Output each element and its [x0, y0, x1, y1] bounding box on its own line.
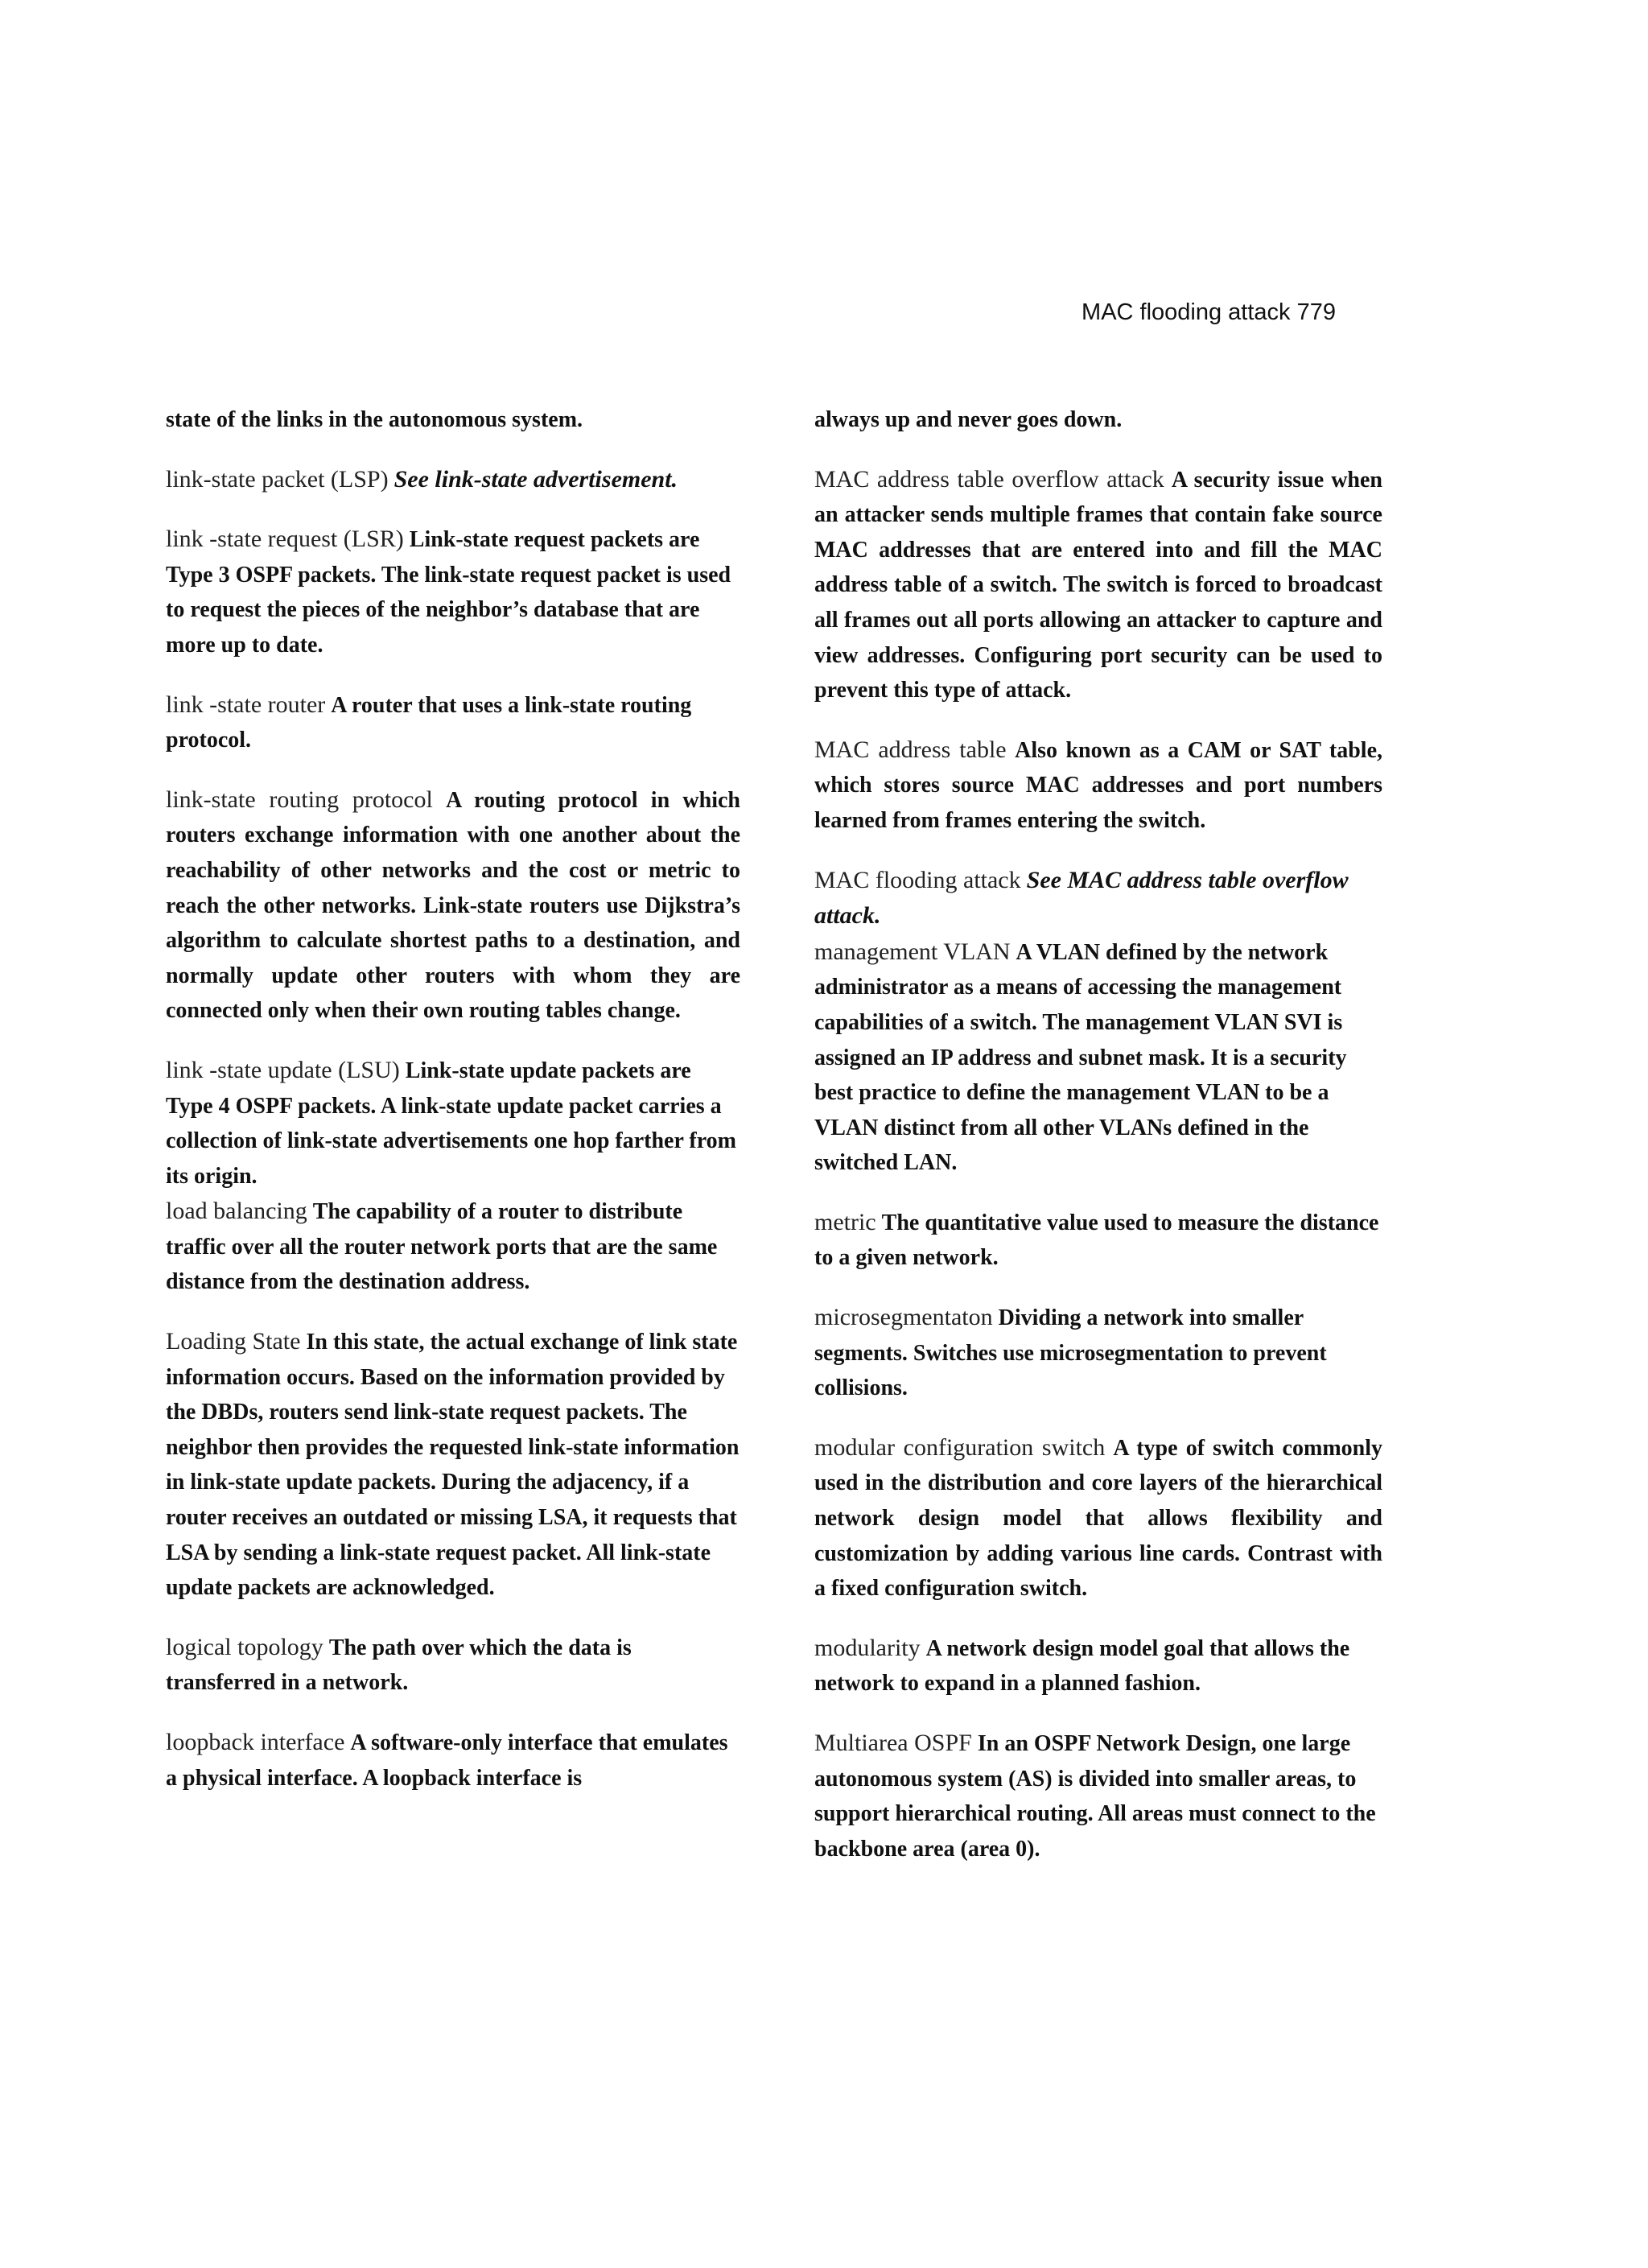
- glossary-definition: A security issue when an attacker sends multiple frames that contain fake source MAC addresses that are entered into and fill the MAC address table of a switch. The switch is forced to broadcast all frames out all ports allowing an attacker to capture and view addresses. Configuring port security can be used to prevent this type of attack.: [814, 467, 1382, 703]
- glossary-entry: [166, 1725, 740, 1796]
- glossary-entry: [814, 462, 1382, 708]
- glossary-definition: A router that uses a link-state routing protocol.: [166, 692, 692, 753]
- glossary-entry: [166, 522, 740, 662]
- glossary-term: MAC address table: [814, 736, 1007, 763]
- glossary-definition: Also known as a CAM or SAT table, which stores source MAC addresses and port numbers learned from frames entering the switch.: [814, 737, 1383, 833]
- glossary-term: link -state update (LSU): [166, 1056, 400, 1083]
- glossary-definition: The quantitative value used to measure the distance to a given network.: [814, 1210, 1379, 1271]
- glossary-entry: [166, 782, 740, 1029]
- glossary-entry: [166, 1053, 740, 1194]
- glossary-entry: [814, 1300, 1382, 1406]
- glossary-definition: A type of switch commonly used in the distribution and core layers of the hierarchical network design model that allows flexibility and customization by adding various line cards. Contrast with a fixed configuration switch.: [814, 1435, 1382, 1602]
- glossary-term: loopback interface: [166, 1729, 345, 1755]
- glossary-term: MAC flooding attack: [814, 866, 1021, 893]
- left-column: [166, 402, 740, 1820]
- glossary-term: Loading State: [166, 1328, 301, 1355]
- glossary-definition: A software-only interface that emulates a physical interface. A loopback interface is: [166, 1730, 728, 1791]
- glossary-entry: [166, 462, 740, 498]
- glossary-entry: [166, 1194, 740, 1300]
- glossary-entry: [814, 1430, 1382, 1606]
- glossary-entry: [814, 732, 1382, 839]
- glossary-definition: In this state, the actual exchange of link state information occurs. Based on the information provided by the DBDs, routers send link-state request packets. The neighbor then provides the requested link-state information in link-state update packets. During the adjacency, if a router receives an outdated or missing LSA, it requests that LSA by sending a link-state request packet. All link-state update packets are acknowledged.: [166, 1330, 740, 1601]
- glossary-entry: [814, 934, 1382, 1181]
- glossary-term: logical topology: [166, 1633, 323, 1660]
- glossary-entry: [814, 1726, 1382, 1866]
- glossary-definition: A VLAN defined by the network administrator as a means of accessing the management capabilities of a switch. The management VLAN SVI is assigned an IP address and subnet mask. It is a security best practice to define the management VLAN to be a VLAN distinct from all other VLANs defined in the switched LAN.: [814, 939, 1347, 1176]
- glossary-term: load balancing: [166, 1198, 307, 1225]
- glossary-term: modularity: [814, 1634, 921, 1661]
- glossary-term: management VLAN: [814, 938, 1011, 965]
- glossary-entry: [166, 1630, 740, 1701]
- glossary-term: metric: [814, 1208, 876, 1235]
- glossary-definition: always up and never goes down.: [814, 407, 1123, 432]
- running-head: MAC flooding attack 779: [1082, 299, 1336, 325]
- glossary-term: link-state packet (LSP): [166, 465, 389, 493]
- glossary-term: link -state request (LSR): [166, 526, 404, 553]
- glossary-entry: [814, 1631, 1382, 1701]
- glossary-definition: A network design model goal that allows the network to expand in a planned fashion.: [814, 1635, 1350, 1697]
- glossary-definition: A routing protocol in which routers exchange information with one another about the reachability of other networks and the cost or metric to reach the other networks. Link-state routers use Dijkstra’s algorithm to calculate shortest paths to a destination, and normally update other routers with whom they are connected only when their own routing tables change.: [166, 787, 741, 1024]
- glossary-definition: The capability of a router to distribute traffic over all the router network ports that are the same distance from the destination address.: [166, 1199, 718, 1295]
- glossary-term: link-state routing protocol: [166, 786, 433, 813]
- glossary-cross-reference: See link-state advertisement.: [393, 465, 678, 493]
- glossary-cross-reference: See MAC address table overflow attack.: [814, 866, 1349, 930]
- glossary-term: modular configuration switch: [814, 1433, 1106, 1461]
- glossary-entry: [166, 402, 740, 438]
- glossary-term: Multiarea OSPF: [814, 1730, 972, 1756]
- glossary-definition: Dividing a network into smaller segments. Switches use microsegmentation to prevent collisions.: [814, 1305, 1327, 1401]
- glossary-definition: The path over which the data is transferred in a network.: [166, 1635, 632, 1696]
- glossary-term: MAC address table overflow attack: [814, 465, 1164, 493]
- glossary-entry: [814, 863, 1382, 934]
- glossary-definition: Link-state request packets are Type 3 OSPF packets. The link-state request packet is used to request the pieces of the neighbor’s database that are more up to date.: [166, 527, 731, 658]
- glossary-term: link -state router: [166, 691, 326, 718]
- glossary-entry: [814, 1205, 1382, 1276]
- glossary-entry: [814, 402, 1382, 438]
- glossary-definition: In an OSPF Network Design, one large autonomous system (AS) is divided into smaller areas, to support hierarchical routing. All areas must connect to the backbone area (area 0).: [814, 1731, 1376, 1862]
- glossary-entry: [166, 687, 740, 758]
- glossary-definition: state of the links in the autonomous system.: [166, 407, 583, 432]
- glossary-term: microsegmentaton: [814, 1304, 993, 1331]
- glossary-definition: Link-state update packets are Type 4 OSPF packets. A link-state update packet carries a collection of link-state advertisements one hop farther from its origin.: [166, 1058, 736, 1189]
- right-column: [814, 402, 1382, 1891]
- glossary-entry: [166, 1324, 740, 1606]
